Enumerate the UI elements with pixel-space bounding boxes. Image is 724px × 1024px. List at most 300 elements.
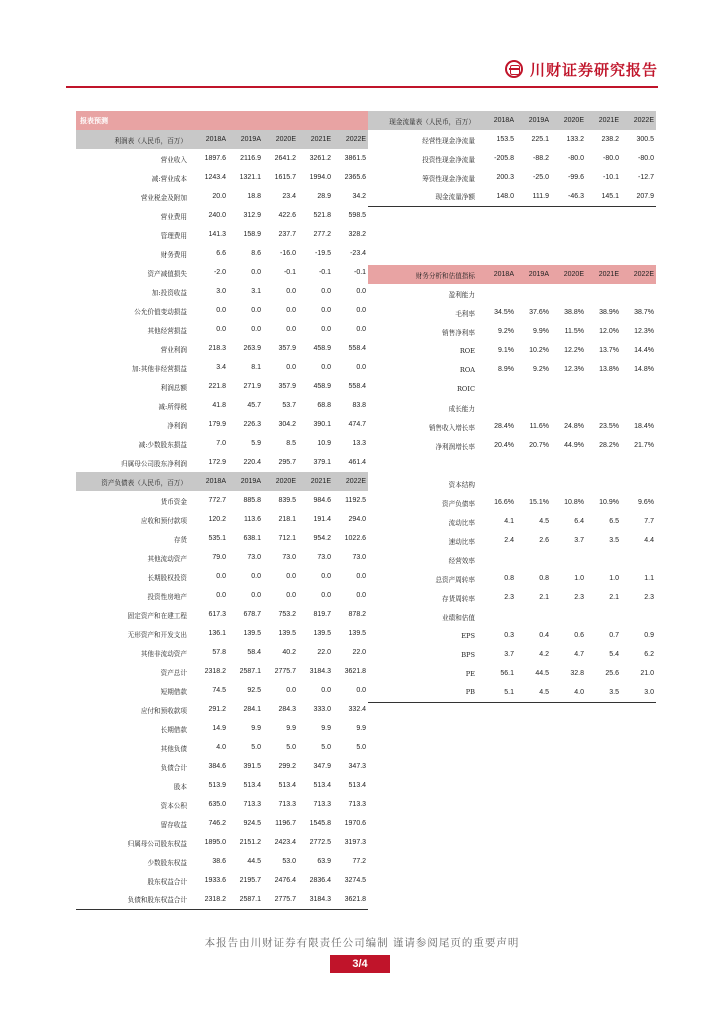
cell-value: 333.0 <box>313 706 331 713</box>
cell-value: 218.1 <box>278 516 296 523</box>
cell-value: 2587.1 <box>239 668 261 675</box>
cell-value: 263.9 <box>243 345 261 352</box>
cell-value <box>586 550 621 569</box>
cell-value: 0.0 <box>356 307 367 314</box>
cell-value: 16.6% <box>494 499 514 506</box>
row-label: PE <box>465 669 475 678</box>
table-row <box>76 282 368 301</box>
cell-value: 0.0 <box>356 687 367 694</box>
cell-value: 1994.0 <box>309 174 331 181</box>
row-label: 股本 <box>173 782 187 791</box>
cell-value: 22.0 <box>352 649 367 656</box>
cell-value: 294.0 <box>348 516 367 523</box>
cell-value <box>621 398 656 417</box>
cell-value: -2.0 <box>213 269 226 276</box>
cell-value: 5.1 <box>481 683 516 702</box>
cell-value: -80.0 <box>568 155 584 162</box>
cell-value: 638.1 <box>243 535 261 542</box>
row-label: 流动比率 <box>448 518 475 527</box>
cell-value: 136.1 <box>208 630 226 637</box>
cell-value <box>551 398 586 417</box>
row-label: 资产负债表（人民币，百万） <box>76 472 193 491</box>
table-row <box>368 664 656 683</box>
table-row <box>76 795 368 814</box>
cell-value: 226.3 <box>243 421 261 428</box>
row-label: 销售净利率 <box>442 328 475 337</box>
cell-value: 63.9 <box>317 858 331 865</box>
cell-value: 474.7 <box>348 421 367 428</box>
row-label: 存货周转率 <box>442 594 475 603</box>
cell-value: 3261.2 <box>309 155 331 162</box>
cell-value: 0.0 <box>251 307 261 314</box>
income-header <box>76 130 368 149</box>
cell-value: -99.6 <box>568 174 584 181</box>
cell-value: 2116.9 <box>240 155 261 162</box>
cell-value: 4.1 <box>504 518 514 525</box>
cell-value: 10.9% <box>599 499 619 506</box>
cell-value: 153.5 <box>496 136 514 143</box>
table-row <box>76 434 368 453</box>
cell-value: 0.6 <box>574 632 584 639</box>
row-label: ROA <box>459 365 475 374</box>
ratio-table <box>368 265 656 703</box>
cell-value: 3.5 <box>609 537 619 544</box>
cell-value: 207.9 <box>621 187 656 206</box>
cell-value: 3184.3 <box>309 668 331 675</box>
row-label: 投资性现金净流量 <box>422 155 475 164</box>
cell-value: 9.9 <box>251 725 261 732</box>
cell-value: 954.2 <box>313 535 331 542</box>
row-label: 业绩和估值 <box>442 613 475 622</box>
cell-value: 1196.7 <box>275 820 296 827</box>
row-label: 其他非流动资产 <box>140 649 187 658</box>
cell-value <box>516 284 551 303</box>
table-row <box>76 738 368 757</box>
row-label: 公允价值变动损益 <box>134 307 187 316</box>
row-label: 资本结构 <box>448 480 475 489</box>
cell-value: 0.0 <box>216 573 226 580</box>
cell-value: 0.0 <box>321 573 331 580</box>
cell-value: 23.4 <box>282 193 296 200</box>
cell-value: 347.3 <box>348 763 367 770</box>
cell-value: 0.0 <box>356 364 367 371</box>
cell-value: 0.0 <box>286 326 296 333</box>
cell-value: 598.5 <box>348 212 367 219</box>
row-label: 货币资金 <box>160 497 187 506</box>
table-row <box>368 187 656 206</box>
cell-value: 713.3 <box>313 801 331 808</box>
row-label: 营业费用 <box>160 212 187 221</box>
cell-value: 8.5 <box>286 440 296 447</box>
table-row <box>368 168 656 187</box>
table-row <box>76 187 368 206</box>
cell-value: -0.1 <box>318 269 331 276</box>
table-row <box>76 377 368 396</box>
cell-value: 28.4% <box>494 423 514 430</box>
table-row <box>76 833 368 852</box>
cell-value: 139.5 <box>348 630 367 637</box>
row-label: ROE <box>459 346 475 355</box>
cell-value: 148.0 <box>481 187 516 206</box>
table-row <box>76 206 368 225</box>
cell-value: 0.0 <box>251 573 261 580</box>
cell-value: 1545.8 <box>309 820 331 827</box>
cell-value: 299.2 <box>278 763 296 770</box>
cell-value <box>551 379 586 398</box>
cell-value: 753.2 <box>278 611 296 618</box>
cell-value: 291.2 <box>208 706 226 713</box>
cell-value: 34.5% <box>494 309 514 316</box>
cell-value: 2020E <box>551 111 586 130</box>
cell-value: 6.6 <box>216 250 226 257</box>
cell-value: 1615.7 <box>274 174 296 181</box>
cell-value: -12.7 <box>638 174 654 181</box>
cell-value: 2021E <box>586 111 621 130</box>
table-row <box>368 436 656 455</box>
cell-value: -0.1 <box>283 269 296 276</box>
cell-value: 20.4% <box>494 442 514 449</box>
cell-value: 77.2 <box>352 858 367 865</box>
cell-value: 2.1 <box>539 594 549 601</box>
cell-value: 141.3 <box>208 231 226 238</box>
row-label: 利润总额 <box>160 383 187 392</box>
row-label: BPS <box>461 650 475 659</box>
table-row <box>76 890 368 909</box>
cell-value: 984.6 <box>313 497 331 504</box>
cell-value: 713.3 <box>348 801 367 808</box>
row-label: 长期借款 <box>160 725 187 734</box>
cell-value: 2019A <box>516 265 551 284</box>
cell-value: 172.9 <box>208 459 226 466</box>
cell-value: 12.3% <box>564 366 584 373</box>
cell-value: 2772.5 <box>309 839 331 846</box>
cell-value: 2019A <box>228 130 263 149</box>
cell-value <box>551 455 586 474</box>
cell-value: 3274.5 <box>344 877 367 884</box>
cell-value: 240.0 <box>208 212 226 219</box>
cell-value: 218.3 <box>208 345 226 352</box>
cell-value: 458.9 <box>313 345 331 352</box>
cell-value: 14.4% <box>634 347 654 354</box>
cell-value: 2018A <box>481 111 516 130</box>
ratios-header <box>368 265 656 284</box>
table-row <box>76 814 368 833</box>
cell-value: 2151.2 <box>239 839 261 846</box>
cell-value: 2.3 <box>644 594 654 601</box>
cell-value <box>481 474 516 493</box>
table-row <box>76 586 368 605</box>
cell-value: 2318.2 <box>193 890 228 909</box>
cell-value: 0.0 <box>251 269 261 276</box>
table-row <box>368 626 656 645</box>
cell-value: 924.5 <box>243 820 261 827</box>
cell-value: 200.3 <box>496 174 514 181</box>
row-label: 销售收入增长率 <box>428 423 475 432</box>
cashflow-header <box>368 111 656 130</box>
cell-value <box>551 474 586 493</box>
cell-value: 44.9% <box>564 442 584 449</box>
cell-value <box>586 379 621 398</box>
cell-value: 9.2% <box>533 366 549 373</box>
table-row <box>76 168 368 187</box>
cell-value: 2.4 <box>504 537 514 544</box>
cell-value: 0.0 <box>251 326 261 333</box>
cell-value <box>621 607 656 626</box>
cell-value: 1895.0 <box>204 839 226 846</box>
row-label: 财务费用 <box>160 250 187 259</box>
cell-value: 10.2% <box>529 347 549 354</box>
cell-value: -16.0 <box>280 250 296 257</box>
cell-value <box>516 550 551 569</box>
cell-value: 238.2 <box>601 136 619 143</box>
row-label: 存货 <box>173 535 187 544</box>
cell-value: 461.4 <box>348 459 367 466</box>
table-row <box>368 379 656 398</box>
row-label <box>368 455 481 474</box>
row-label: 留存收益 <box>160 820 187 829</box>
table-row <box>368 474 656 493</box>
cell-value: -205.8 <box>494 155 514 162</box>
cell-value: 12.2% <box>564 347 584 354</box>
cell-value: 2318.2 <box>204 668 226 675</box>
cell-value <box>516 607 551 626</box>
cell-value: 28.9 <box>317 193 331 200</box>
cell-value: 179.9 <box>208 421 226 428</box>
cell-value: 277.2 <box>313 231 331 238</box>
cell-value: 0.0 <box>356 592 367 599</box>
cell-value: 6.2 <box>644 651 654 658</box>
row-label: 其他流动资产 <box>147 554 187 563</box>
cell-value: 513.4 <box>313 782 331 789</box>
row-label: 投资性房地产 <box>147 592 187 601</box>
table-row <box>368 588 656 607</box>
forecast-title-row <box>76 111 368 130</box>
row-label: 资产负债率 <box>442 499 475 508</box>
cell-value: -0.1 <box>354 269 367 276</box>
cell-value: 0.0 <box>251 592 261 599</box>
table-row <box>76 700 368 719</box>
cell-value: 304.2 <box>278 421 296 428</box>
table-row <box>76 567 368 586</box>
cell-value: 8.9% <box>498 366 514 373</box>
cell-value: 53.0 <box>282 858 296 865</box>
cell-value: 6.5 <box>609 518 619 525</box>
cell-value: 92.5 <box>247 687 261 694</box>
row-label: EPS <box>461 631 475 640</box>
cell-value: 712.1 <box>278 535 296 542</box>
cell-value: 0.4 <box>539 632 549 639</box>
cell-value: 9.1% <box>498 347 514 354</box>
cell-value: 38.7% <box>634 309 654 316</box>
table-row <box>76 225 368 244</box>
table-row <box>76 396 368 415</box>
cell-value: 332.4 <box>348 706 367 713</box>
cell-value: 0.0 <box>321 288 331 295</box>
table-row <box>368 360 656 379</box>
row-label: 毛利率 <box>455 309 475 318</box>
table-row <box>368 569 656 588</box>
cell-value: 13.3 <box>352 440 367 447</box>
cell-value: 3.7 <box>504 651 514 658</box>
row-label: 管理费用 <box>160 231 187 240</box>
cell-value: 3621.8 <box>344 668 367 675</box>
cell-value: 11.6% <box>529 423 549 430</box>
cell-value: 2.6 <box>539 537 549 544</box>
row-label: 总资产周转率 <box>435 575 475 584</box>
cell-value: 44.5 <box>247 858 261 865</box>
cell-value: 0.8 <box>504 575 514 582</box>
row-label: 现金流量净额 <box>368 187 481 206</box>
cell-value: 139.5 <box>243 630 261 637</box>
cell-value: 2022E <box>621 265 656 284</box>
table-row <box>368 322 656 341</box>
cell-value: 8.6 <box>251 250 261 257</box>
cell-value: 3197.3 <box>344 839 367 846</box>
cell-value: 4.0 <box>551 683 586 702</box>
cell-value: 2423.4 <box>274 839 296 846</box>
cell-value: 4.7 <box>574 651 584 658</box>
cell-value: 390.1 <box>313 421 331 428</box>
table-row <box>76 605 368 624</box>
cell-value: 38.6 <box>212 858 226 865</box>
cell-value <box>481 284 516 303</box>
cell-value: 1022.6 <box>344 535 367 542</box>
cell-value: 2.1 <box>609 594 619 601</box>
cell-value: 2020E <box>263 472 298 491</box>
cell-value: 357.9 <box>278 383 296 390</box>
cell-value: 7.7 <box>644 518 654 525</box>
table-row <box>76 491 368 510</box>
cell-value: 2365.6 <box>344 174 367 181</box>
cell-value: 1.0 <box>574 575 584 582</box>
cell-value: -80.0 <box>638 155 654 162</box>
cell-value: 2018A <box>481 265 516 284</box>
cell-value: 28.2% <box>599 442 619 449</box>
cell-value: 384.6 <box>208 763 226 770</box>
cell-value <box>516 398 551 417</box>
cell-value: -23.4 <box>350 250 367 257</box>
cell-value: 0.3 <box>504 632 514 639</box>
cell-value: 3.4 <box>216 364 226 371</box>
cell-value: 225.1 <box>531 136 549 143</box>
table-row <box>76 263 368 282</box>
cell-value: 2022E <box>333 472 368 491</box>
cell-value: 21.0 <box>640 670 654 677</box>
cell-value: 139.5 <box>313 630 331 637</box>
cell-value <box>481 455 516 474</box>
cell-value <box>551 550 586 569</box>
table-row <box>76 339 368 358</box>
table-row <box>76 415 368 434</box>
table-row <box>368 512 656 531</box>
cell-value: -10.1 <box>603 174 619 181</box>
cell-value: 0.0 <box>286 288 296 295</box>
table-row <box>368 493 656 512</box>
cell-value: 22.0 <box>317 649 331 656</box>
cell-value <box>551 607 586 626</box>
cell-value: 45.7 <box>247 402 261 409</box>
cell-value: 14.8% <box>634 366 654 373</box>
disclaimer-note: 本报告由川财证券有限责任公司编制 谨请参阅尾页的重要声明 <box>204 937 520 949</box>
cell-value: 1897.6 <box>204 155 226 162</box>
row-label: 无形资产和开发支出 <box>127 630 187 639</box>
cell-value: 83.8 <box>352 402 367 409</box>
table-row <box>368 645 656 664</box>
cell-value: 24.8% <box>564 423 584 430</box>
cell-value: 3.1 <box>251 288 261 295</box>
cell-value: 21.7% <box>634 442 654 449</box>
cell-value: 68.8 <box>317 402 331 409</box>
cell-value: 284.1 <box>243 706 261 713</box>
cell-value: 0.0 <box>286 573 296 580</box>
cell-value: 25.6 <box>605 670 619 677</box>
row-label: 经营性现金净流量 <box>422 136 475 145</box>
header-divider <box>66 86 658 88</box>
cell-value: 0.0 <box>356 288 367 295</box>
row-label: 成长能力 <box>448 404 475 413</box>
cell-value: 2.3 <box>574 594 584 601</box>
cell-value: 73.0 <box>247 554 261 561</box>
cell-value: 0.7 <box>609 632 619 639</box>
cell-value: 145.1 <box>586 187 621 206</box>
cell-value: 2018A <box>193 472 228 491</box>
cell-value: 9.9% <box>533 328 549 335</box>
cell-value: 1.0 <box>609 575 619 582</box>
cell-value: 3621.8 <box>333 890 368 909</box>
cell-value: 1321.1 <box>239 174 261 181</box>
cell-value <box>586 398 621 417</box>
cell-value: 13.7% <box>599 347 619 354</box>
cell-value: 120.2 <box>208 516 226 523</box>
cell-value: 5.0 <box>321 744 331 751</box>
cell-value: 4.2 <box>539 651 549 658</box>
cell-value: 20.0 <box>212 193 226 200</box>
row-label: 少数股东权益 <box>147 858 187 867</box>
cell-value: 2021E <box>298 130 333 149</box>
cell-value: 2775.7 <box>274 668 296 675</box>
cell-value: 312.9 <box>243 212 261 219</box>
cell-value: 458.9 <box>313 383 331 390</box>
table-row <box>76 871 368 890</box>
cell-value: 2020E <box>263 130 298 149</box>
cell-value: 391.5 <box>243 763 261 770</box>
cell-value <box>516 455 551 474</box>
cell-value: 15.1% <box>529 499 549 506</box>
cell-value: 0.0 <box>286 307 296 314</box>
cell-value: -46.3 <box>551 187 586 206</box>
cell-value: 8.1 <box>251 364 261 371</box>
cell-value: 1.1 <box>644 575 654 582</box>
cell-value: 2020E <box>551 265 586 284</box>
row-label: 长期股权投资 <box>147 573 187 582</box>
cell-value: 1933.6 <box>204 877 226 884</box>
cell-value <box>586 455 621 474</box>
cell-value <box>621 474 656 493</box>
cell-value: 513.4 <box>278 782 296 789</box>
cell-value <box>551 284 586 303</box>
cell-value: 139.5 <box>278 630 296 637</box>
row-label: 应收和预付款项 <box>140 516 187 525</box>
cell-value: 221.8 <box>208 383 226 390</box>
cell-value: 2195.7 <box>239 877 261 884</box>
cell-value: 2836.4 <box>309 877 331 884</box>
table-row <box>76 662 368 681</box>
cell-value: 41.8 <box>212 402 226 409</box>
cell-value: 2019A <box>516 111 551 130</box>
cell-value: 635.0 <box>208 801 226 808</box>
cell-value <box>621 550 656 569</box>
cell-value: 3.7 <box>574 537 584 544</box>
